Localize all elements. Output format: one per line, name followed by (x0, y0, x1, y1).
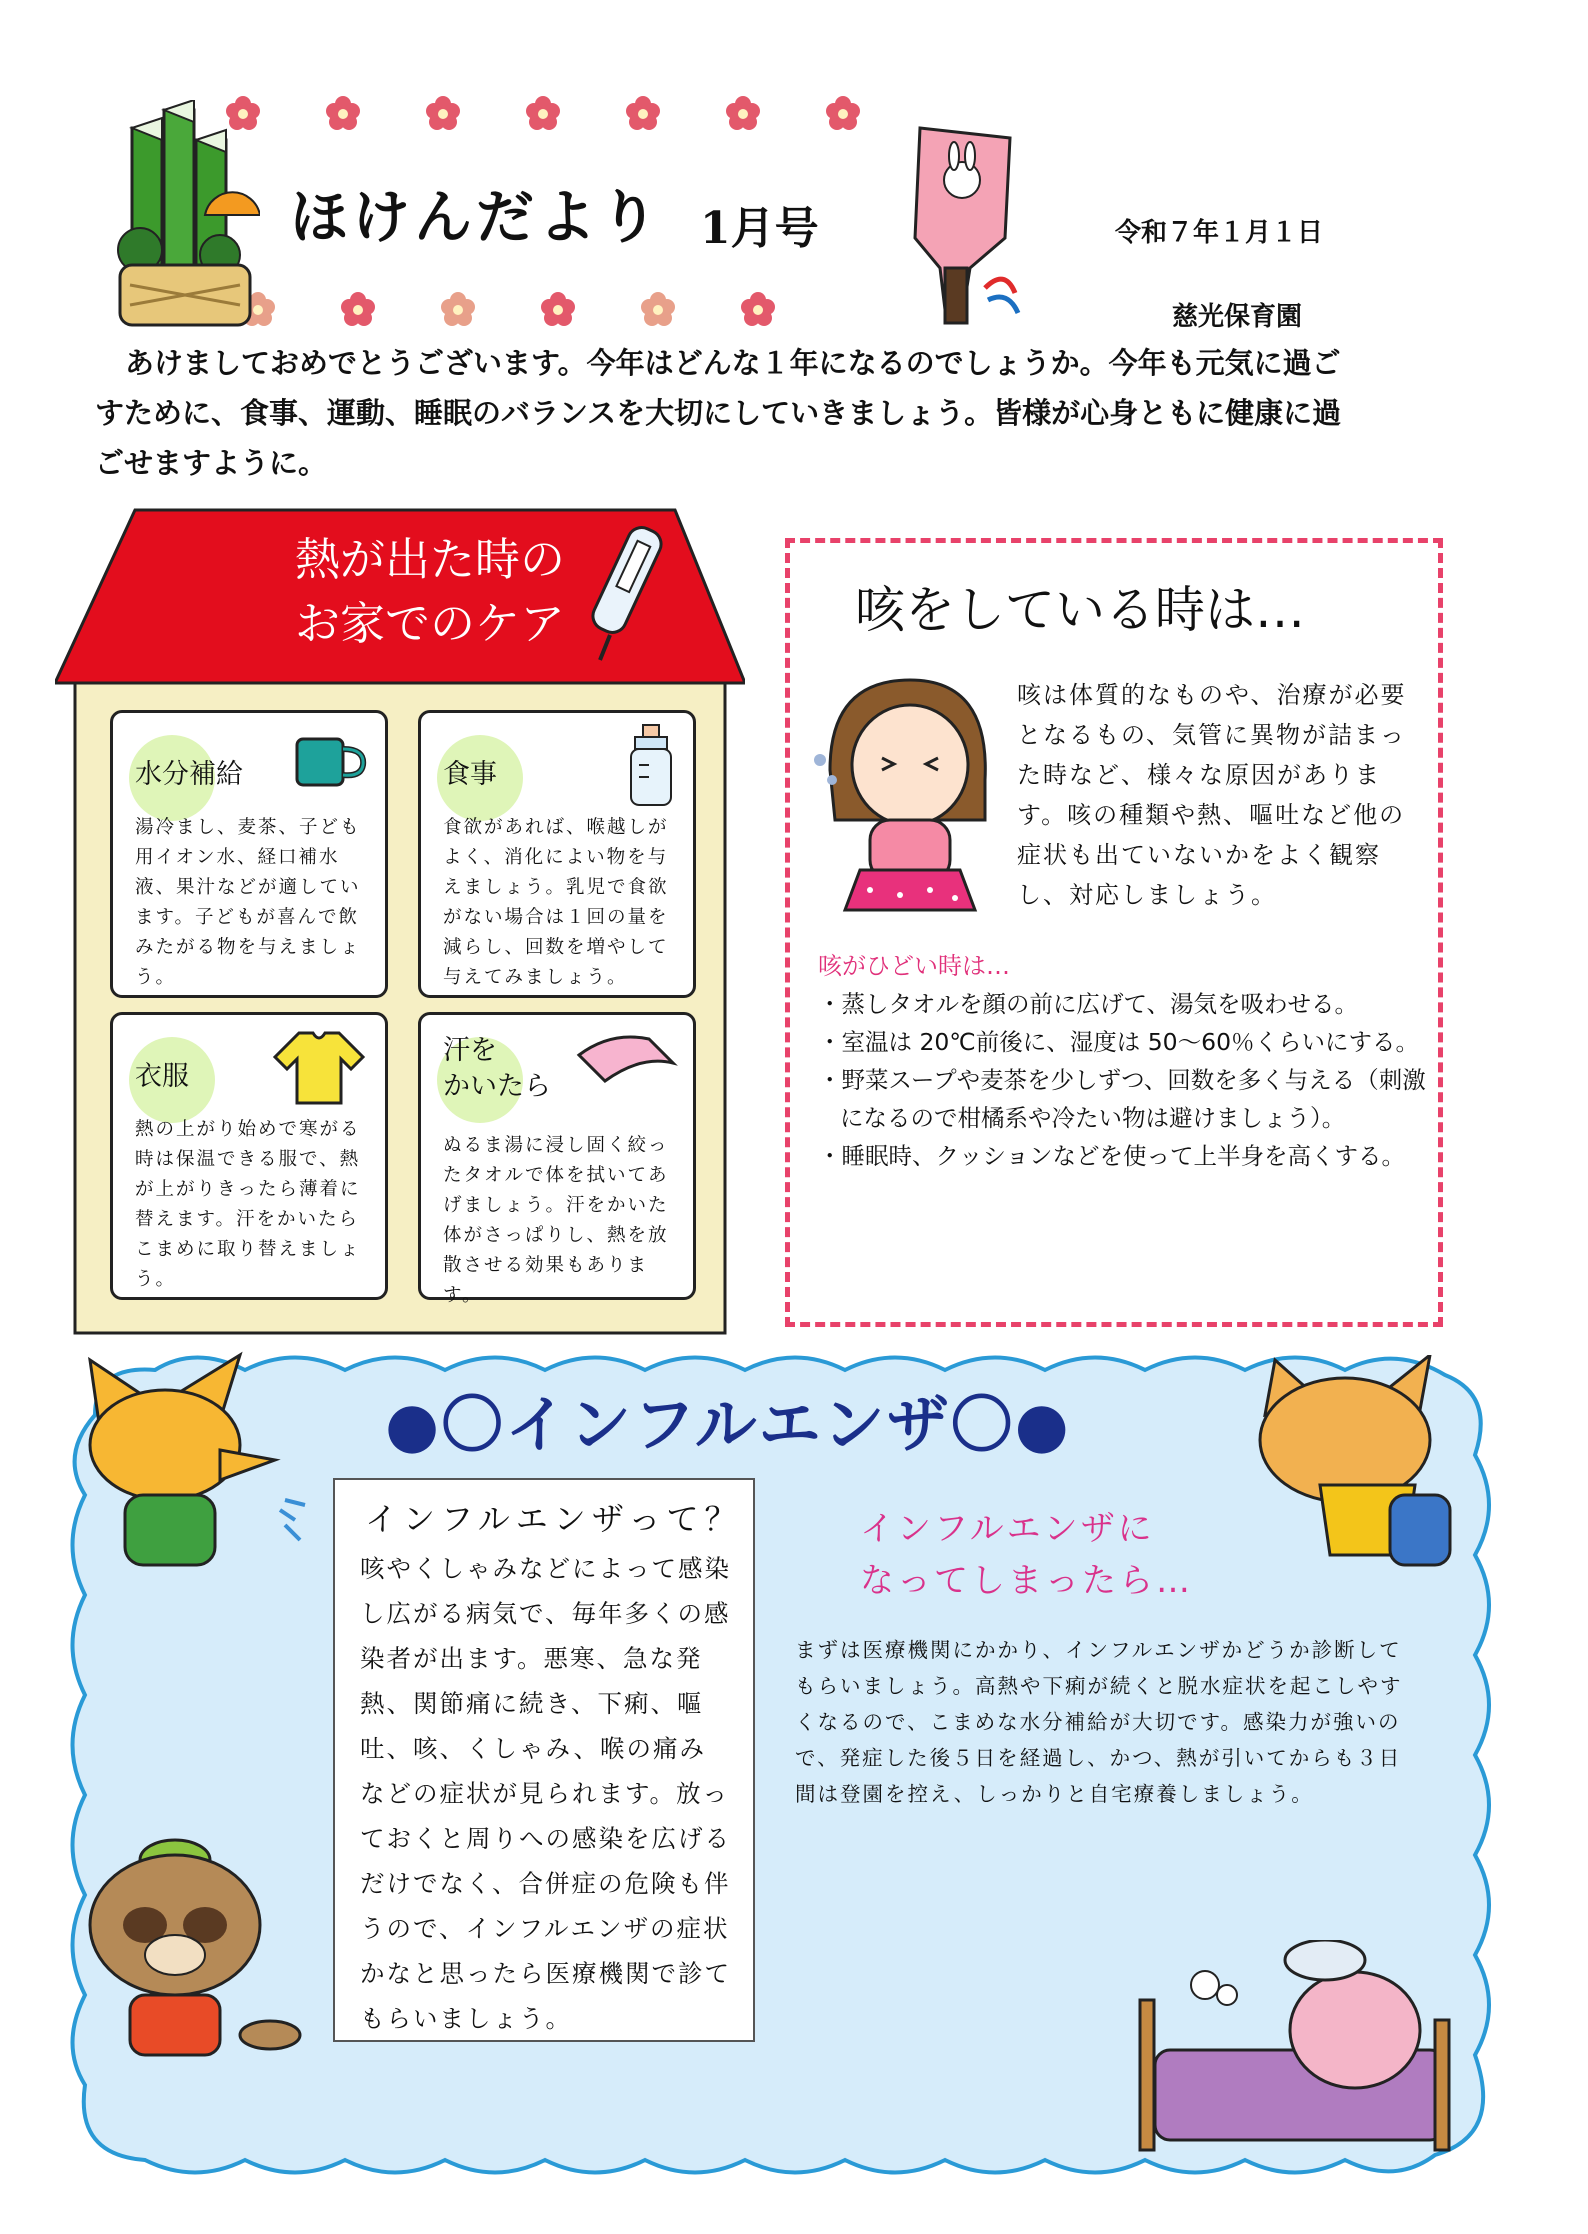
influenza-note-heading: インフルエンザって？ (365, 1500, 743, 1538)
plum-flower-row-top (225, 94, 915, 138)
cough-section (785, 538, 1443, 1327)
sick-rabbit-icon (1135, 1940, 1460, 2170)
card-body: ぬるま湯に浸し固く絞ったタオルで体を拭いてあげましょう。汗をかいた体がさっぱりし、熱を放散させる効果もあります。 (443, 1135, 669, 1306)
list-item: ・睡眠時、クッションなどを使って上半身を高くする。 (818, 1142, 1406, 1170)
shirt-icon (269, 1027, 369, 1107)
fox-character-icon (70, 1350, 330, 1580)
hagoita-icon (900, 118, 1030, 328)
influenza-if-sick-line1: インフルエンザに (860, 1509, 1155, 1549)
card-clothes (110, 1012, 388, 1300)
home-care-title-line2: お家でのケア (294, 597, 565, 650)
influenza-if-sick-line2: なってしまったら… (860, 1561, 1193, 1601)
card-body: 熱の上がり始めで寒がる時は保温できる服で、熱が上がりきったら薄着に替えます。汗をかいたらこまめに取り替えましょう。 (135, 1119, 361, 1290)
coughing-girl-icon (810, 670, 1010, 930)
cup-icon (291, 733, 371, 793)
school-name: 慈光保育園 (1172, 302, 1303, 332)
influenza-if-sick-heading (860, 1503, 1260, 1607)
issue-label: 1月号 (700, 203, 819, 254)
baby-bottle-icon (621, 721, 681, 811)
card-label (443, 1033, 551, 1105)
card-body: 湯冷まし、麦茶、子ども用イオン水、経口補水液、果汁などが適しています。子どもが喜んで飲みたがる物を与えましょう。 (135, 817, 361, 988)
cat-character-icon (1240, 1355, 1470, 1585)
card-food (418, 710, 696, 998)
influenza-advice: まずは医療機関にかかり、インフルエンザかどうか診断してもらいましょう。高熱や下痢が続くと脱水症状を起こしやすくなるので、こまめな水分補給が大切です。感染力が強いので、発症した後５日を経過し、かつ、熱が引いてからも３日間は登園を控え、しっかりと自宅療養しましょう。 (795, 1638, 1403, 1806)
list-item: ・蒸しタオルを顔の前に広げて、湯気を吸わせる。 (818, 990, 1359, 1018)
kadomatsu-icon (110, 100, 260, 330)
thermometer-icon (580, 520, 670, 670)
tanuki-character-icon (75, 1830, 305, 2080)
issue-date: 令和７年１月１日 (1115, 218, 1324, 248)
plum-flower-icon (225, 94, 915, 138)
cough-text: 咳は体質的なものや、治療が必要となるもの、気管に異物が詰まった時など、様々な原因があります。咳の種類や熱、嘔吐など他の症状も出ていないかをよく観察し、対応しましょう。 (1017, 681, 1407, 909)
cough-title: 咳をしている時は… (855, 581, 1305, 639)
plum-flower-icon (240, 290, 850, 334)
card-water (110, 710, 388, 998)
card-label-line2: かいたら (443, 1071, 551, 1102)
home-care-title-line1: 熱が出た時の (294, 533, 565, 586)
card-sweat (418, 1012, 696, 1306)
list-item: ・野菜スープや麦茶を少しずつ、回数を多く与える（刺激になるので柑橘系や冷たい物は避けましょう）。 (818, 1066, 1426, 1132)
cough-list (818, 985, 1430, 1175)
influenza-title: ●〇インフルエンザ〇● (385, 1388, 1071, 1461)
card-label: 水分補給 (135, 759, 243, 790)
card-label: 衣服 (135, 1061, 189, 1092)
towel-icon (571, 1025, 681, 1105)
intro-paragraph: あけましておめでとうございます。今年はどんな１年になるのでしょうか。今年も元気に過ごすために、食事、運動、睡眠のバランスを大切にしていきましょう。皆様が心身ともに健康に過ごせますように。 (95, 346, 1342, 480)
card-label: 食事 (443, 759, 497, 790)
cough-subtitle: 咳がひどい時は… (818, 952, 1010, 980)
list-item: ・室温は 20℃前後に、湿度は 50～60％くらいにする。 (818, 1028, 1420, 1056)
plum-flower-row-bottom (240, 290, 850, 334)
card-label-line1: 汗を (443, 1035, 497, 1066)
home-care-title (230, 528, 630, 656)
newsletter-title: ほけんだより (290, 183, 663, 251)
influenza-note-body: 咳やくしゃみなどによって感染し広がる病気で、毎年多くの感染者が出ます。悪寒、急な発熱、関節痛に続き、下痢、嘔吐、咳、くしゃみ、喉の痛みなどの症状が見られます。放っておくと周りへの感染を広げるだけでなく、合併症の危険も伴うので、インフルエンザの症状かなと思ったら医療機関で診てもらいましょう。 (360, 1554, 731, 2033)
card-body: 食欲があれば、喉越しがよく、消化によい物を与えましょう。乳児で食欲がない場合は１回の量を減らし、回数を増やして与えてみましょう。 (443, 817, 669, 988)
